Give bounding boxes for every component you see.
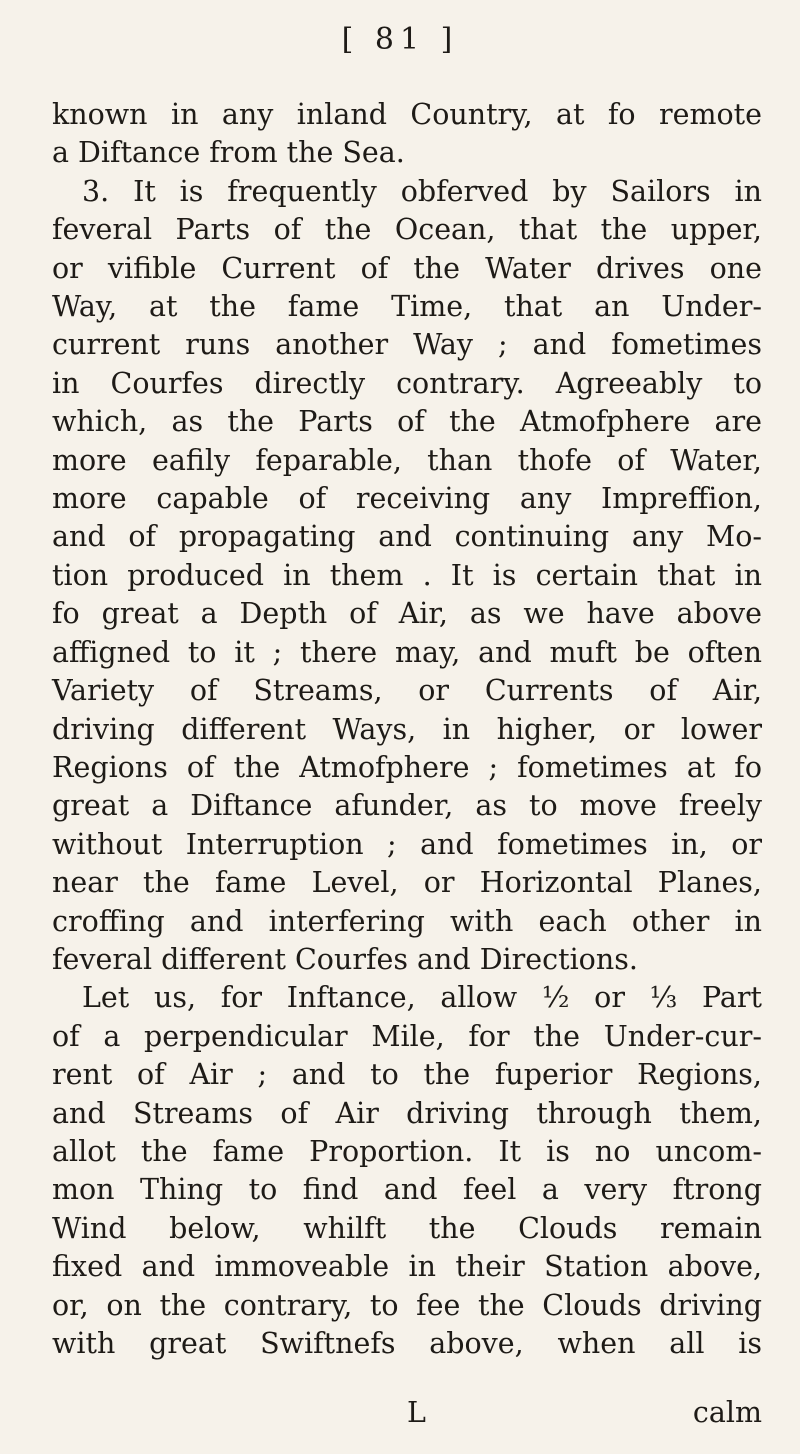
text-line: known in any inland Country, at fo remote <box>52 98 762 131</box>
text-line: Variety of Streams, or Currents of Air, <box>52 674 762 708</box>
text-line: mon Thing to find and feel a very ftrong <box>52 1173 762 1207</box>
text-line: or vifible Current of the Water drives one <box>52 251 762 285</box>
text-line: feveral different Courfes and Directions. <box>52 942 638 976</box>
page-footer <box>52 1396 762 1436</box>
text-line: a Diftance from the Sea. <box>52 136 405 170</box>
text-line: Way, at the fame Time, that an Under- <box>52 290 762 324</box>
text-line: Wind below, whilft the Clouds remain <box>52 1211 762 1245</box>
catchword: calm <box>692 1396 762 1429</box>
text-line: in Courfes directly contrary. Agreeably to <box>52 366 762 400</box>
text-line: more eafily feparable, than thofe of Water, <box>52 443 762 477</box>
text-line: 3. It is frequently obferved by Sailors in <box>82 174 762 208</box>
text-line: driving different Ways, in higher, or lower <box>52 712 762 746</box>
text-line: more capable of receiving any Impreffion, <box>52 482 762 516</box>
signature-mark: L <box>407 1396 426 1429</box>
text-line: current runs another Way ; and fometimes <box>52 328 762 362</box>
text-line: tion produced in them . It is certain that in <box>52 558 762 592</box>
text-line: affigned to it ; there may, and muft be often <box>52 635 762 669</box>
body-text <box>52 96 762 1363</box>
text-line: great a Diftance afunder, as to move freely <box>52 789 762 823</box>
text-line: near the fame Level, or Horizontal Planes, <box>52 866 762 900</box>
text-line: Regions of the Atmofphere ; fometimes at fo <box>52 750 762 784</box>
text-line: fo great a Depth of Air, as we have above <box>52 597 762 631</box>
text-line: feveral Parts of the Ocean, that the upper, <box>52 213 762 247</box>
text-line: allot the fame Proportion. It is no uncom- <box>52 1134 762 1168</box>
text-line: rent of Air ; and to the fuperior Regions, <box>52 1058 762 1092</box>
text-line: croffing and interfering with each other in <box>52 904 762 938</box>
text-line: and Streams of Air driving through them, <box>52 1096 762 1130</box>
text-line: fixed and immoveable in their Station above, <box>52 1250 762 1284</box>
text-line: which, as the Parts of the Atmofphere are <box>52 405 762 439</box>
text-line: or, on the contrary, to fee the Clouds driving <box>52 1288 762 1322</box>
text-line: Let us, for Inftance, allow ½ or ⅓ Part <box>82 981 762 1015</box>
text-line: of a perpendicular Mile, for the Under-cur- <box>52 1019 762 1053</box>
text-line: without Interruption ; and fometimes in, or <box>52 827 762 861</box>
text-line: with great Swiftnefs above, when all is <box>52 1327 762 1360</box>
text-line: and of propagating and continuing any Mo- <box>52 520 762 554</box>
page-number: [ 81 ] <box>341 22 459 57</box>
